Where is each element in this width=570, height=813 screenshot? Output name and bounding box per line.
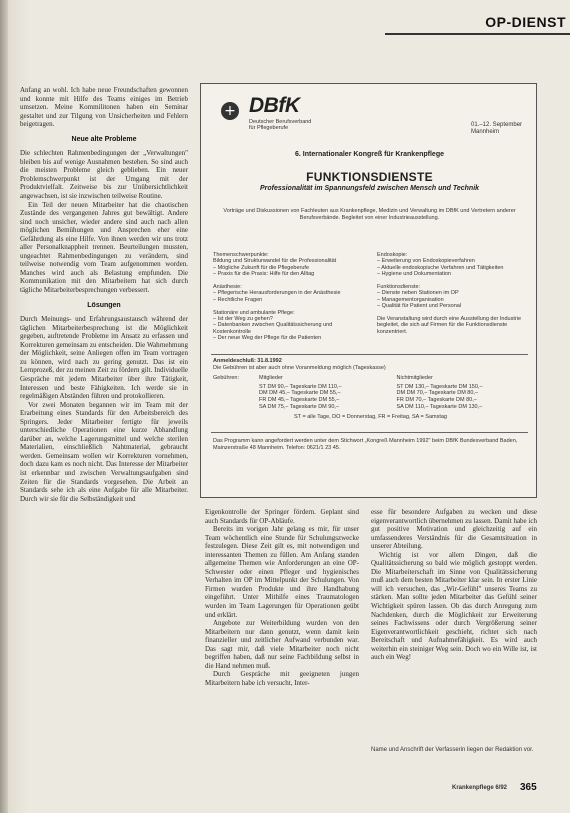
logo-sub-line: Deutscher Berufsverband [249, 119, 312, 125]
congress-headline: FUNKTIONSDIENSTE [306, 170, 433, 184]
journal-footer: Krankenpflege 6/92 [452, 785, 508, 791]
congress-advertisement [200, 83, 537, 498]
subheading-solutions: Lösungen [87, 301, 121, 309]
article-column-1 [20, 86, 188, 503]
page-spine-shadow [0, 0, 8, 813]
divider [211, 354, 528, 355]
topics-right: Endoskopie: – Erweiterung von Endoskopieverfahren – Aktuelle endoskopische Verfahren und Tätigkeiten – Hygiene und Dokumentation Funktionsdienste: – Dienste neben Stationen im OP – Managementorganisation – Qualität für Patient und Personal Die Veranstaltung wird durch eine Ausstellung der Industrie begleitet, die sich auf Firmen für die Funktionsdienste konzentriert. [377, 252, 522, 335]
paragraph: Durch Meinungs- und Erfahrungsaustausch während der täglichen Mitarbeiterbesprechung ist die Möglichkeit gegeben, auftretende Probleme im Ansatz zu erfassen und Korrekturen gemeinsam zu entscheiden. Die Wahrnehmung der Möglichkeit, seine Anliegen offen im Team vortragen zu können, wird nach zu gering genutzt. Das ist ein Lernprozeß, der zu meinen Zeit zu fördern gilt. Individuelle Gespräche mit jedem Mitarbeiter über ihre Tätigkeit, Interessen und beste Fähigkeiten. Ich werde sie in regelmäßigen Abständen führen und protokollieren. [20, 315, 188, 401]
congress-date: 01.–12. September Mannheim [471, 122, 523, 135]
nonmembers-label: Nichtmitglieder [396, 375, 433, 382]
topics-left: Themenschwerpunkte: Bildung und Strukturwandel für die Professionalität – Mögliche Zukunft für die Pflegeberufe – Praxis für die Praxis: Hilfe für den Alltag Anästhesie: – Pflegerische Herausforderungen in der Anästhesie – Rechtliche Fragen Stationäre und ambulante Pflege: – Ist der Weg zu gehen? – Datenbanken zwischen Qualitätssicherung und Kostenkontrolle – Der neue Weg der Pflege für die Patienten [213, 252, 341, 342]
members-label: Mitglieder [259, 375, 283, 382]
fees-nonmembers: ST DM 130,– Tageskarte DM 150,– DM DM 70,– Tageskarte DM 80,– FR DM 70,– Tageskarte DM 80,– SA DM 110,– Tageskarte DM 130,– [396, 383, 483, 410]
contact-info: Das Programm kann angefordert werden unter dem Stichwort „Kongreß Mannheim 1992" beim DBfK Bundesverband Baden, Mainzerstraße 48 Mannheim. Telefon: 0621/1 23 45. [213, 438, 518, 451]
registration-block [213, 358, 528, 421]
fees-row [213, 384, 528, 410]
fees-header-row [213, 375, 528, 382]
logo-text: DBfK [249, 94, 300, 117]
congress-intro: Vorträge und Diskussionen von Fachleuten aus Krankenpflege, Medizin und Verwaltung im DBfK und Vertretern anderer Berufsverbände. Begleitet von einer Industrieausstellung. [223, 208, 516, 221]
congress-name: 6. Internationaler Kongreß für Krankenpflege [295, 151, 444, 158]
paragraph: Wichtig ist vor allem Dingen, daß die Qualitätssicherung so bald wie möglich gestoppt werden. Die Mitarbeiterschaft im Sinne von Qualitätssicherung muß auch dem besten Mitarbeiter klar sein. In erster Linie will ich versuchen, das „Wir-Gefühl" unseres Teams zu stärken. Man sollte jeden Mitarbeiter das Gefühl seiner Wichtigkeit spüren lassen. Ob das durch Anregung zum Nachdenken, durch die Möglichkeit zur Erweiterung seines Fachwissens oder durch Vergrößerung seiner Eigenverantwortlichkeit geschieht, richtet sich nach Bereitschaft und Aufnahmefähigkeit. Es wird auch weiterhin ein steiniger Weg sein. Doch wo ein Wille ist, ist auch ein Weg! [371, 550, 537, 662]
cross-icon: + [221, 102, 239, 120]
logo-sub-line: für Pflegeberufe [249, 125, 289, 131]
section-title: OP-DIENST [485, 14, 566, 30]
paragraph: Ein Teil der neuen Mitarbeiter hat die chaotischen Zustände des vergangenen Jahres gut bewältigt. Andere sind noch unsicher, wieder andere sind auch nach allen möglichen Bemühungen und Ansprechen eher eine Gefährdung als eine Hilfe. Von ihnen werden wir uns trotz aller Personalknappheit trennen. Beurteilungen mussten, ungeachtet Rahmenbedingungen zu verändern, sind teilweise notwendig vom Team aufgenommen worden. Manches wird auch als Belastung empfunden. Die Kommunikation mit den Mitarbeitern hat sich durch tägliche Mitarbeiterbesprechungen verbessert. [20, 200, 188, 295]
article-column-3 [371, 508, 537, 662]
fees-label: Gebühren: [213, 375, 239, 382]
paragraph: Die schlechten Rahmenbedingungen der „Verwaltungen" bleiben bis auf wenige Ausnahmen bestehen. So sind auch die meisten Probleme gleich geblieben. Ein neuer Problemschwerpunkt ist der Umgang mit der Produktvielfalt. Zeitweise bis zur Unübersichtlichkeit angewachsen, ist sie inzwischen teilweise Routine. [20, 149, 188, 201]
deadline: Anmeldeschluß: 31.8.1992 [213, 358, 282, 364]
paragraph: Anfang an wohl. Ich habe neue Freundschaften gewonnen und konnte mit Hilfe des Teams einiges im Betrieb umsetzen. Meine Kommilitonen haben ein Seminar gestaltet und zur Tilgung von Unsicherheiten und Fehlern beigetragen. [20, 86, 188, 129]
paragraph: Eigenkontrolle der Springer fördern. Geplant sind auch Standards für OP-Abläufe. [205, 508, 359, 525]
divider [211, 432, 528, 433]
fees-legend: ST = alle Tage, DO = Donnerstag, FR = Freitag, SA = Samstag [294, 414, 447, 421]
article-column-2 [205, 508, 359, 687]
page-number: 365 [520, 782, 537, 793]
subheading-problems: Neue alte Probleme [71, 135, 137, 143]
form-note: Die Gebühren ist aber auch ohne Voranmeldung möglich (Tageskasse) [213, 364, 386, 371]
paragraph: Vor zwei Monaten begannen wir im Team mit der Erarbeitung eines Standards für den Arbeitsbereich des Springers. Jeder Mitarbeiter fertigte für jeweils unterschiedliche Operationen eine kurze Abhandlung darüber an, welche Lagerungsmittel und welche sterilen Materialien, einschließlich Nahtmaterial, gebraucht werden. Gemeinsam wollen wir Korrekturen vornehmen, doch dazu kam es noch nicht. Das Interesse der Mitarbeiter ist erkennbar und zwischen Verwaltungsaufgaben sind Zeiten für die Standards vorgesehen. Die Arbeit an Standards sehe ich als eine Aufgabe für alle Mitarbeiter. Durch wir sie für die Selbständigkeit und [20, 400, 188, 503]
congress-subline: Professionalität im Spannungsfeld zwischen Mensch und Technik [259, 185, 480, 192]
header-rule [385, 33, 570, 35]
dbfk-logo [211, 94, 311, 132]
paragraph: Durch Gespräche mit geeigneten jungen Mitarbeitern habe ich versucht, Inter- [205, 670, 359, 687]
paragraph: Bereits im vorigen Jahr gelang es mir, für unser Team wöchentlich eine Stunde für Schulungszwecke festzulegen. Diese Zeit gilt es, mit notwendigen und interessanten Themen zu füllen. Am Anfang standen allgemeine Themen wie Anforderungen an eine OP-Schwester oder einen Pfleger und hygienisches Verhalten im OP im Mittelpunkt der Schulungen. Von Firmen wurden Produkte und ihre Handhabung eingeführt. Unter Mithilfe eines Traumatologen wurden im Team Lagerungen für Operationen geübt und erklärt. [205, 525, 359, 619]
author-credit: Name und Anschrift der Verfasserin liegen der Redaktion vor. [371, 747, 534, 753]
logo-subtitle [249, 119, 311, 131]
paragraph: Angebote zur Weiterbildung wurden von den Mitarbeitern nur dann genutzt, wenn damit kein finanzieller und zeitlicher Aufwand verbunden war. Das sagt mir, daß viele Mitarbeiter noch nicht begriffen haben, daß nur seine Fachbildung selbst in die Hand nehmen muß. [205, 619, 359, 670]
paragraph: esse für besondere Aufgaben zu wecken und diese eigenverantwortlich übernehmen zu lassen. Damit habe ich gut positive Motivation und gleichzeitig auf ein umfassenderes Verständnis für die Gesamtsituation in unserer Abteilung. [371, 508, 537, 551]
fees-members: ST DM 90,– Tageskarte DM 110,– DM DM 45,– Tageskarte DM 55,– FR DM 45,– Tageskarte DM 55,– SA DM 75,– Tageskarte DM 90,– [259, 383, 342, 410]
